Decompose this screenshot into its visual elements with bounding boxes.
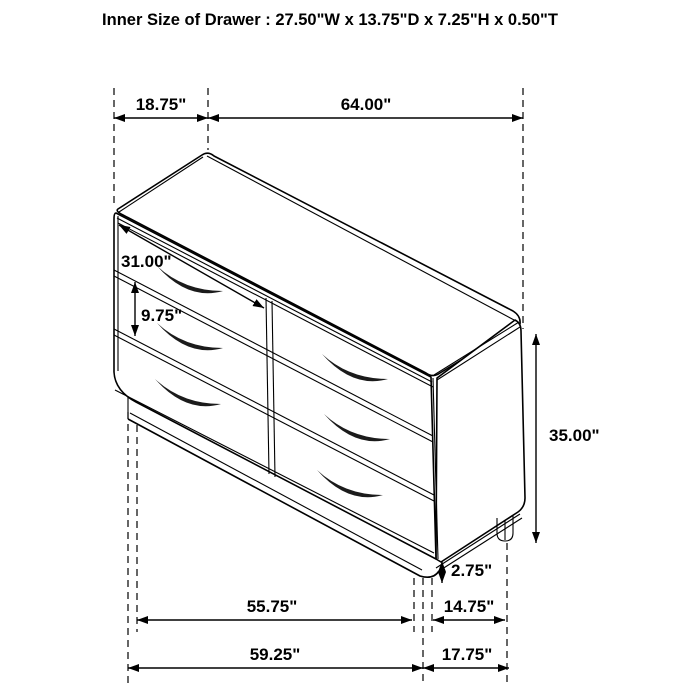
dim-label-front-width-feet: 55.75" <box>246 597 298 616</box>
dim-label-drawer-width: 31.00" <box>121 252 172 271</box>
dim-label-side-depth-feet: 14.75" <box>443 597 495 616</box>
dim-top-width <box>208 95 523 118</box>
dim-front-width-feet <box>137 597 412 620</box>
dim-label-top-width: 64.00" <box>340 95 392 114</box>
dim-label-drawer-height: 9.75" <box>141 306 183 325</box>
dim-label-overall-height: 35.00" <box>549 426 600 445</box>
dim-front-width-overall <box>128 645 423 668</box>
dim-side-depth-feet <box>433 597 505 620</box>
dim-overall-height <box>536 334 600 543</box>
diagram-title: Inner Size of Drawer : 27.50"W x 13.75"D x 7.25"H x 0.50"T <box>102 11 558 29</box>
dim-top-depth <box>114 95 208 118</box>
dim-side-depth-overall <box>423 645 509 668</box>
dresser-drawing <box>114 153 525 577</box>
dim-label-front-width-overall: 59.25" <box>249 645 301 664</box>
dim-label-base-height: 2.75" <box>451 561 493 580</box>
dim-label-side-depth-overall: 17.75" <box>441 645 493 664</box>
dim-label-top-depth: 18.75" <box>135 95 187 114</box>
